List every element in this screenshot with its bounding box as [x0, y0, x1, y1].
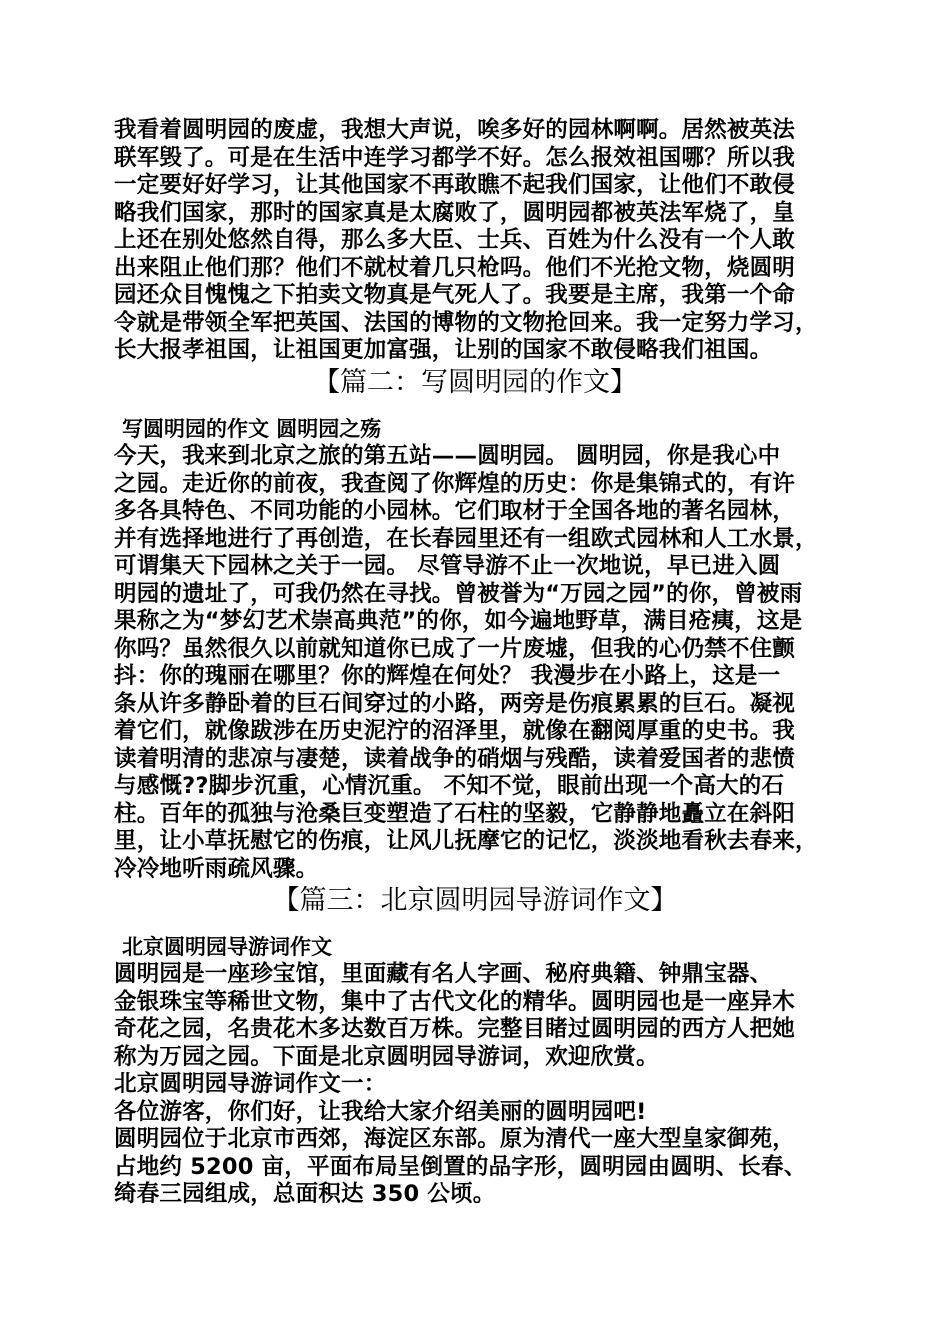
section-3-subtitle: 北京圆明园导游词作文: [122, 935, 332, 959]
text-line: 略我们国家，那时的国家真是太腐败了，圆明园都被英法军烧了，皇: [114, 199, 796, 226]
text-line: 并有选择地进行了再创造，在长春园里还有一组欧式园林和人工水景，: [114, 525, 818, 552]
text-line: 与感慨??脚步沉重，心情沉重。 不知不觉，眼前出现一个高大的石: [114, 773, 785, 799]
text-line: 联军毁了。可是在生活中连学习都学不好。怎么报效祖国哪？所以我: [114, 144, 796, 171]
text-line: 称为万园之园。下面是北京圆明园导游词，欢迎欣赏。: [114, 1043, 659, 1070]
text-line: 果称之为“梦幻艺术崇高典范”的你，如今遍地野草，满目疮痍，这是: [114, 608, 803, 634]
text-line: 园还众目愧愧之下拍卖文物真是气死人了。我要是主席，我第一个命: [114, 282, 796, 308]
text-line: 令就是带领全军把英国、法国的博物的文物抢回来。我一定努力学习，: [114, 309, 818, 336]
text-line: 北京圆明园导游词作文一：: [114, 1071, 387, 1097]
section-2-body: [114, 416, 850, 883]
text-line: 冷冷地听雨疏风骤。: [114, 855, 319, 882]
section-2-subtitle: 写圆明园的作文 圆明园之殇: [122, 417, 382, 441]
text-line: 奇花之园，名贵花木多达数百万株。完整目睹过圆明园的西方人把她: [114, 1016, 796, 1042]
text-line: 读着明清的悲凉与凄楚，读着战争的硝烟与残酷，读着爱国者的悲愤: [114, 745, 796, 772]
section-2-heading: 【篇二：写圆明园的作文】: [313, 367, 637, 398]
text-line: 上还在别处悠然自得，那么多大臣、士兵、百姓为什么没有一个人敢: [114, 227, 796, 253]
text-line: 圆明园是一座珍宝馆，里面藏有名人字画、秘府典籍、钟鼎宝器、: [114, 961, 773, 987]
section-3-body: [114, 934, 850, 1209]
text-line: 着它们，就像跋涉在历史泥泞的沼泽里，就像在翻阅厚重的史书。我: [114, 718, 796, 744]
text-line: 今天，我来到北京之旅的第五站——圆明园。 圆明园，你是我心中: [114, 443, 781, 469]
text-line: 抖：你的瑰丽在哪里？你的辉煌在何处？ 我漫步在小路上，这是一: [114, 663, 781, 689]
text-line: 一定要好好学习，让其他国家不再敢瞧不起我们国家，让他们不敢侵: [114, 172, 796, 198]
text-line: 柱。百年的孤独与沧桑巨变塑造了石柱的坚毅，它静静地矗立在斜阳: [114, 800, 796, 827]
text-line: 占地约 5200 亩，平面布局呈倒置的品字形，圆明园由圆明、长春、: [114, 1153, 807, 1180]
text-line: 多各具特色、不同功能的小园林。它们取材于全国各地的著名园林，: [114, 498, 796, 524]
text-line: 里，让小草抚慰它的伤痕，让风儿抚摩它的记忆，淡淡地看秋去春来，: [114, 828, 818, 854]
section-1-paragraph: [114, 117, 850, 365]
text-line: 绮春三园组成，总面积达 350 公顷。: [114, 1181, 496, 1207]
text-line: 可谓集天下园林之关于一园。 尽管导游不止一次地说，早已进入圆: [114, 553, 781, 579]
section-3-heading: 【篇三：北京圆明园导游词作文】: [272, 885, 678, 916]
text-line: 长大报孝祖国，让祖国更加富强，让别的国家不敢侵略我们祖国。: [114, 337, 773, 363]
text-line: 金银珠宝等稀世文物，集中了古代文化的精华。圆明园也是一座异木: [114, 988, 796, 1015]
text-line: 你吗？虽然很久以前就知道你已成了一片废墟，但我的心仍禁不住颤: [114, 635, 796, 662]
text-line: 各位游客，你们好，让我给大家介绍美丽的圆明园吧!: [114, 1098, 647, 1125]
text-line: 圆明园位于北京市西郊，海淀区东部。原为清代一座大型皇家御苑，: [114, 1126, 796, 1152]
text-line: 我看着圆明园的废虚，我想大声说，唉多好的园林啊啊。居然被英法: [114, 117, 796, 143]
text-line: 出来阻止他们那？他们不就杖着几只枪吗。他们不光抢文物，烧圆明: [114, 254, 796, 281]
text-line: 明园的遗址了，可我仍然在寻找。曾被誉为“万园之园”的你，曾被雨: [114, 580, 803, 607]
text-line: 之园。走近你的前夜，我查阅了你辉煌的历史：你是集锦式的，有许: [114, 470, 796, 497]
text-line: 条从许多静卧着的巨石间穿过的小路，两旁是伤痕累累的巨石。凝视: [114, 690, 796, 717]
